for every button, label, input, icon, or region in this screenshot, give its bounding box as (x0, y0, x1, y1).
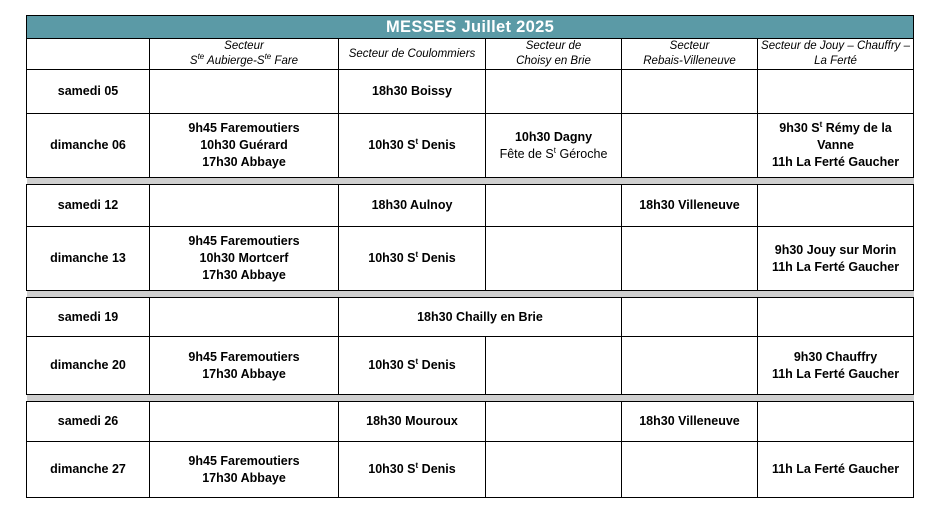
cell-empty (150, 185, 339, 227)
cell-mass: 9h45 Faremoutiers 17h30 Abbaye (150, 442, 339, 498)
cell-mass: 9h30 $S^t$ Rémy de la Vanne 11h La Ferté Gaucher (758, 114, 914, 178)
table-row (27, 402, 914, 442)
row-day: dimanche 13 (27, 227, 150, 291)
cell-mass: 10h30 $S^t$ Denis (339, 337, 486, 395)
cell-mass: 18h30 Villeneuve (622, 402, 758, 442)
cell-empty (150, 70, 339, 114)
table-title: MESSES Juillet 2025 (27, 16, 914, 39)
cell-empty (622, 337, 758, 395)
table-row (27, 114, 914, 178)
cell-empty (758, 402, 914, 442)
cell-empty (758, 298, 914, 337)
header-sector-jouy: Secteur de Jouy – Chauffry – La Ferté (758, 39, 914, 70)
cell-mass: 10h30 Dagny Fête de $S^t$ Géroche (486, 114, 622, 178)
cell-empty (486, 402, 622, 442)
cell-mass: 9h30 Chauffry 11h La Ferté Gaucher (758, 337, 914, 395)
cell-mass: 11h La Ferté Gaucher (758, 442, 914, 498)
row-day: dimanche 20 (27, 337, 150, 395)
header-sector-choisy: Secteur de Choisy en Brie (486, 39, 622, 70)
cell-empty (486, 227, 622, 291)
week-separator (27, 178, 914, 185)
cell-empty (622, 227, 758, 291)
table-row (27, 227, 914, 291)
table-row (27, 442, 914, 498)
row-day: dimanche 27 (27, 442, 150, 498)
table-row (27, 185, 914, 227)
week-separator (27, 291, 914, 298)
cell-empty (486, 337, 622, 395)
week-separator (27, 395, 914, 402)
cell-mass: 10h30 $S^t$ Denis (339, 442, 486, 498)
cell-mass: 9h45 Faremoutiers 17h30 Abbaye (150, 337, 339, 395)
cell-mass: 18h30 Villeneuve (622, 185, 758, 227)
schedule-table (26, 15, 914, 498)
cell-empty (758, 185, 914, 227)
row-day: samedi 05 (27, 70, 150, 114)
row-day: samedi 12 (27, 185, 150, 227)
mass-schedule (26, 15, 913, 498)
cell-mass: 10h30 $S^t$ Denis (339, 227, 486, 291)
cell-empty (622, 298, 758, 337)
header-sector-coulommiers: Secteur de Coulommiers (339, 39, 486, 70)
cell-mass: 18h30 Mouroux (339, 402, 486, 442)
table-row (27, 337, 914, 395)
table-row (27, 298, 914, 337)
cell-empty (486, 442, 622, 498)
row-day: dimanche 06 (27, 114, 150, 178)
header-sector-aubierge: Secteur $S^{te}$ Aubierge-$S^{te}$ Fare (150, 39, 339, 70)
header-sector-rebais: Secteur Rebais-Villeneuve (622, 39, 758, 70)
cell-mass: 18h30 Boissy (339, 70, 486, 114)
cell-empty (758, 70, 914, 114)
cell-mass: 9h45 Faremoutiers 10h30 Mortcerf 17h30 Abbaye (150, 227, 339, 291)
cell-mass: 9h30 Jouy sur Morin 11h La Ferté Gaucher (758, 227, 914, 291)
cell-mass: 18h30 Chailly en Brie (339, 298, 622, 337)
row-day: samedi 19 (27, 298, 150, 337)
cell-empty (622, 442, 758, 498)
cell-empty (622, 70, 758, 114)
cell-mass: 10h30 $S^t$ Denis (339, 114, 486, 178)
table-row (27, 70, 914, 114)
cell-mass: 18h30 Aulnoy (339, 185, 486, 227)
cell-empty (150, 402, 339, 442)
row-day: samedi 26 (27, 402, 150, 442)
cell-empty (622, 114, 758, 178)
cell-mass: 9h45 Faremoutiers 10h30 Guérard 17h30 Abbaye (150, 114, 339, 178)
header-empty (27, 39, 150, 70)
cell-empty (486, 70, 622, 114)
cell-empty (486, 185, 622, 227)
header-row (27, 39, 914, 70)
cell-empty (150, 298, 339, 337)
